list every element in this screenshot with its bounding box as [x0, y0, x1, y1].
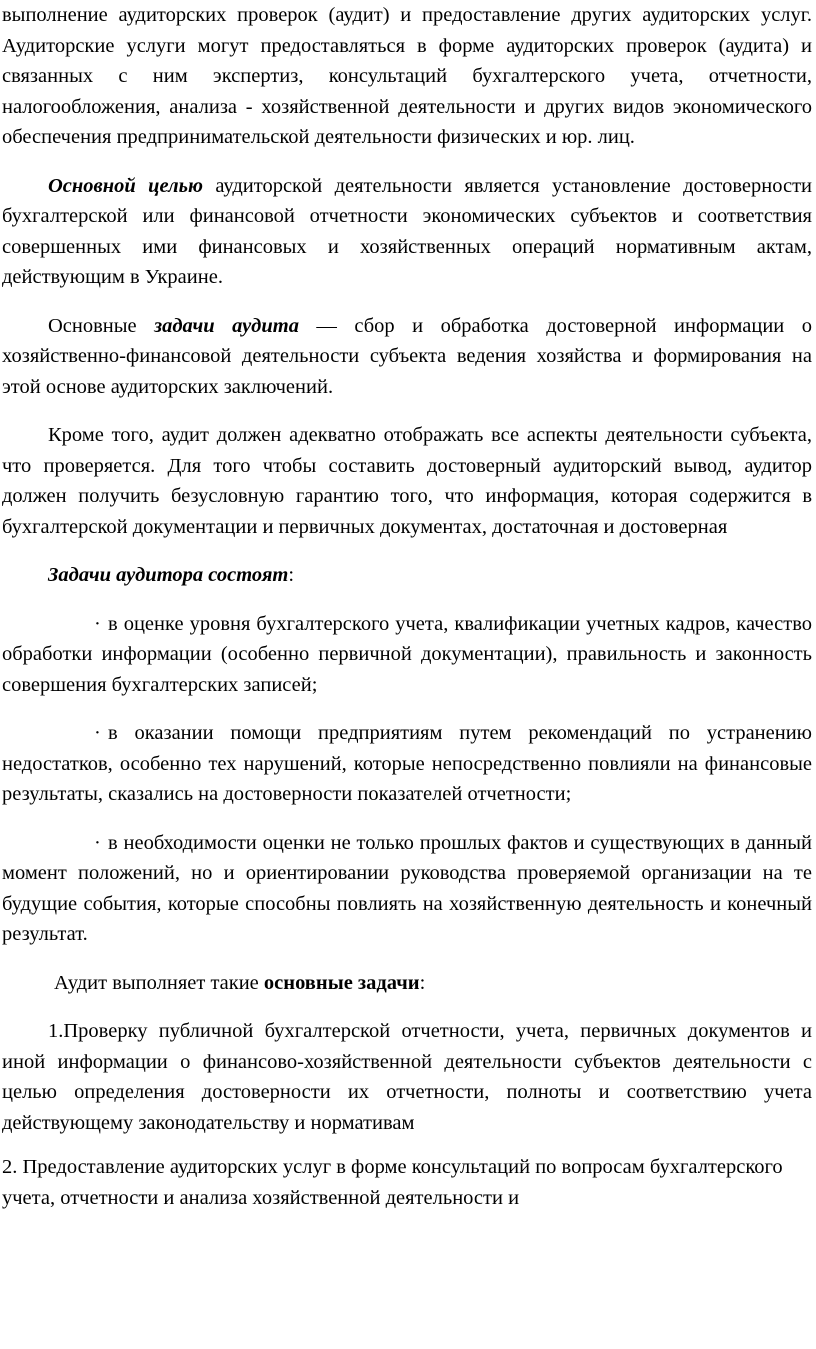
paragraph-text: 1.Проверку публичной бухгалтерской отчетности, учета, первичных документов и иной информации о финансово-хозяйственной деятельности субъектов деятельности с целью определения достоверности их отчетности, полноты и соответствию учета действующему законодательству и нормативам	[2, 1020, 812, 1134]
emphasis-auditor-tasks: Задачи аудитора состоят	[48, 564, 289, 586]
bullet-item-1	[2, 609, 812, 701]
bullet-marker: ·	[94, 831, 101, 854]
paragraph-text: — сбор и обработка достоверной информации о хозяйственно-финансовой деятельности субъекта ведения хозяйства и формирования на этой основе аудиторских заключений.	[2, 314, 812, 398]
bullet-marker: ·	[94, 612, 101, 635]
paragraph-text: выполнение аудиторских проверок (аудит) и предоставление других аудиторских услуг. Аудиторские услуги могут предоставляться в форме аудиторских проверок (аудита) и связанных с ним экспертиз, консультаций бухгалтерского учета, отчетности, налогообложения, анализа - хозяйственной деятельности и других видов экономического обеспечения предпринимательской деятельности физических и юр. лиц.	[2, 4, 812, 148]
paragraph-main-goal	[2, 171, 812, 293]
emphasis-main-goal: Основной целью	[48, 174, 203, 197]
bullet-marker: ·	[94, 722, 101, 744]
paragraph-task-2	[2, 1152, 812, 1213]
emphasis-audit-tasks: задачи аудита	[154, 314, 299, 337]
paragraph-task-1	[2, 1016, 812, 1138]
paragraph-text: :	[419, 971, 426, 994]
paragraph-text: :	[288, 564, 295, 586]
paragraph-text: Кроме того, аудит должен адекватно отображать все аспекты деятельности субъекта, что проверяется. Для того чтобы составить достоверный аудиторский вывод, аудитор должен получить безусловную гарантию того, что информация, которая содержится в бухгалтерской документации и первичных документах, достаточная и достоверная	[2, 424, 812, 538]
emphasis-main-tasks: основные задачи	[263, 971, 420, 994]
paragraph-text: аудиторской деятельности является установление достоверности бухгалтерской или финансовой отчетности экономических субъектов и соответствия совершенных ими финансовых и хозяйственных операций нормативным актам, действующим в Украине.	[2, 174, 812, 288]
paragraph-prefix: Аудит выполняет такие	[54, 971, 264, 994]
bullet-item-2	[2, 718, 812, 810]
paragraph-audit-aspects	[2, 420, 812, 542]
paragraph-text: 2. Предоставление аудиторских услуг в форме консультаций по вопросам бухгалтерского учета, отчетности и анализа хозяйственной деятельности и	[2, 1156, 783, 1209]
paragraph-prefix: Основные	[48, 314, 155, 337]
bullet-item-3	[2, 828, 812, 950]
paragraph-audit-tasks	[2, 311, 812, 403]
paragraph-audit-services	[2, 0, 812, 153]
bullet-text: в оценке уровня бухгалтерского учета, квалификации учетных кадров, качество обработки информации (особенно первичной документации), правильность и законность совершения бухгалтерских записей;	[2, 612, 812, 696]
paragraph-main-tasks-heading	[2, 968, 812, 999]
bullet-text: в оказании помощи предприятиям путем рекомендаций по устранению недостатков, особенно тех нарушений, которые непосредственно повлияли на финансовые результаты, сказались на достоверности показателей отчетности;	[2, 722, 812, 805]
document-page	[2, 0, 812, 1213]
paragraph-auditor-tasks-heading	[2, 560, 812, 591]
bullet-text: в необходимости оценки не только прошлых фактов и существующих в данный момент положений, но и ориентировании руководства проверяемой организации на те будущие события, которые способны повлиять на хозяйственную деятельность и конечный результат.	[2, 831, 812, 945]
